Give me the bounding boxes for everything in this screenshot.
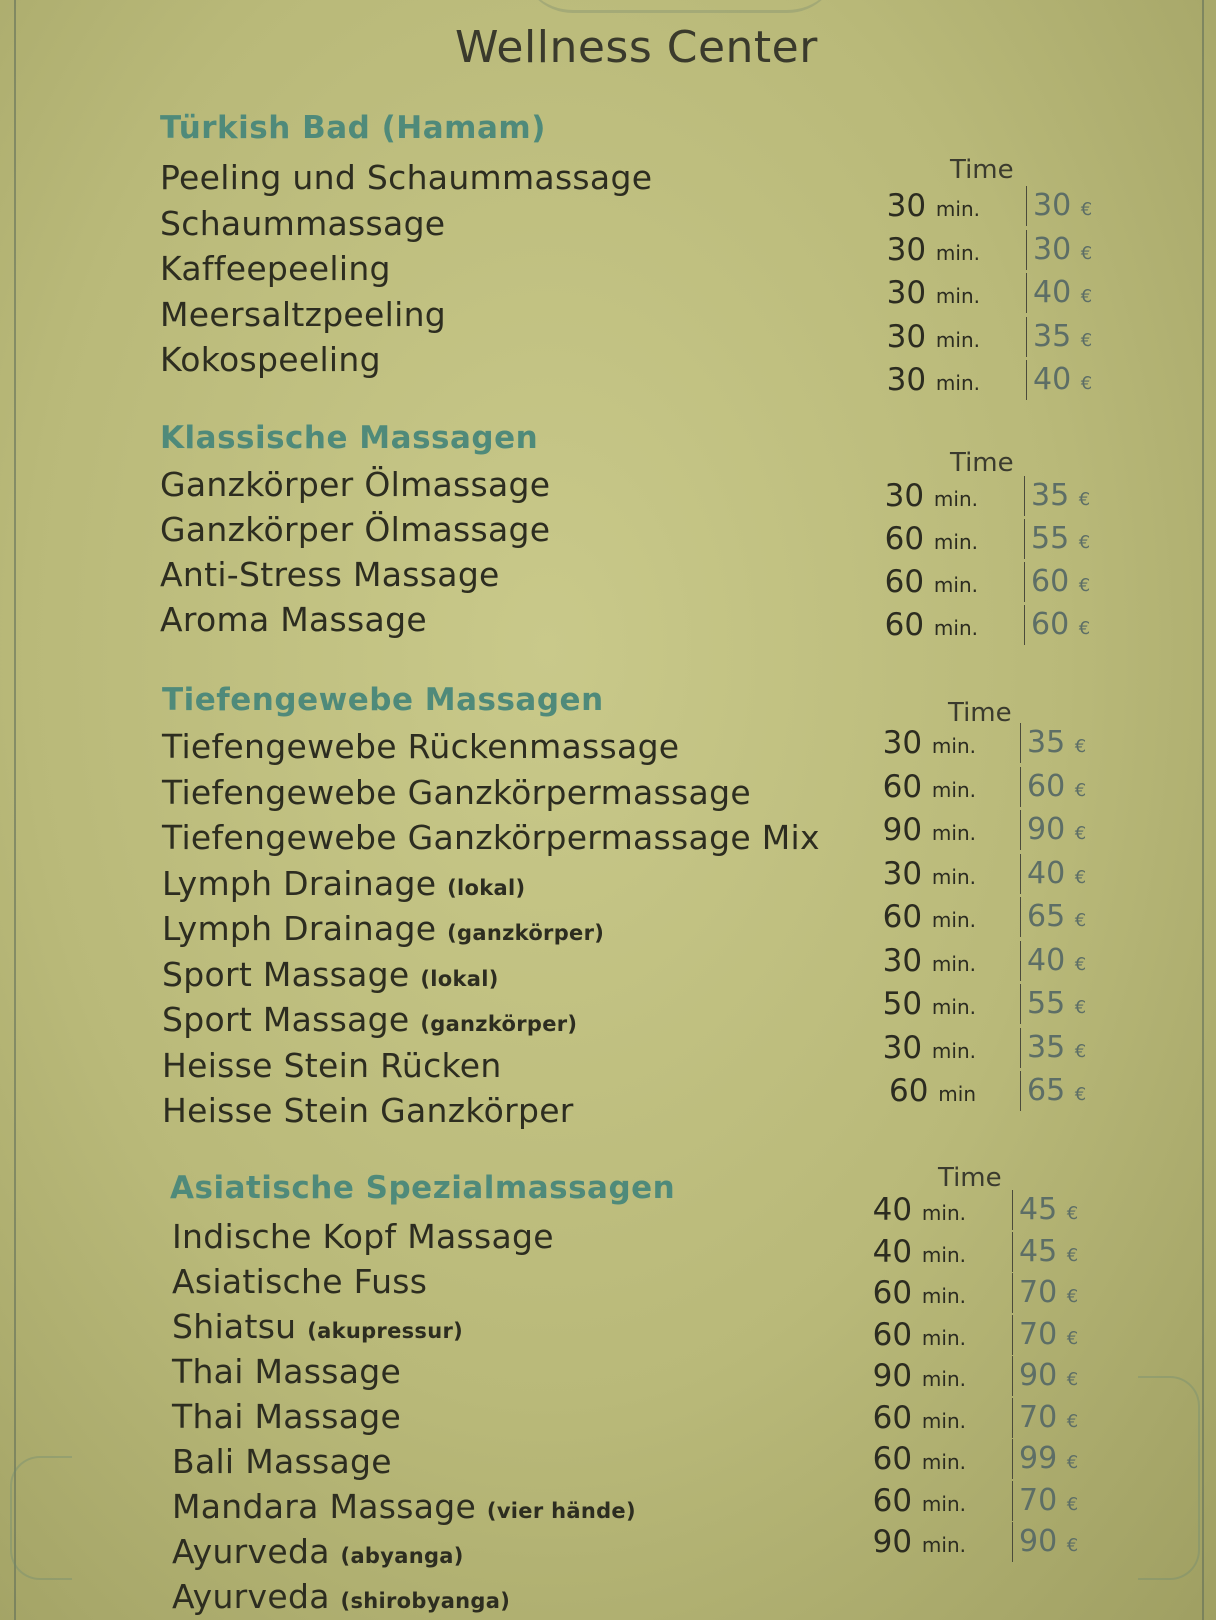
item-price xyxy=(1012,1398,1078,1438)
currency-symbol: € xyxy=(1074,866,1087,888)
item-label: Lymph Drainage xyxy=(162,909,437,948)
duration-value: 60 xyxy=(872,1275,913,1311)
item-note: (vier hände) xyxy=(486,1499,636,1523)
item-price xyxy=(1020,1071,1086,1111)
item-duration xyxy=(856,725,976,761)
duration-unit: min. xyxy=(921,1533,966,1557)
duration-value: 60 xyxy=(872,1399,913,1436)
duration-value: 60 xyxy=(888,1073,929,1109)
menu-item-name xyxy=(172,1262,427,1301)
menu-item-name xyxy=(162,1091,574,1130)
item-duration xyxy=(846,1483,966,1519)
duration-unit: min. xyxy=(921,1408,966,1433)
corner-ornament-right xyxy=(1138,1376,1200,1580)
menu-item-name xyxy=(172,1442,392,1481)
item-label: Meersaltzpeeling xyxy=(160,294,447,334)
item-label: Thai Massage xyxy=(172,1352,402,1391)
duration-value: 30 xyxy=(886,362,927,398)
item-duration xyxy=(846,1358,966,1394)
duration-unit: min. xyxy=(933,616,978,640)
duration-unit: min. xyxy=(931,908,976,932)
duration-unit: min. xyxy=(935,327,980,352)
menu-item-name xyxy=(162,818,820,857)
menu-item-name xyxy=(160,555,500,594)
duration-unit: min. xyxy=(921,1491,966,1516)
price-value: 55 xyxy=(1027,986,1066,1021)
currency-symbol: € xyxy=(1074,910,1087,931)
duration-unit: min. xyxy=(931,951,976,976)
price-value: 40 xyxy=(1027,855,1066,891)
menu-item-name xyxy=(160,204,445,243)
item-price xyxy=(1012,1315,1078,1355)
item-duration xyxy=(856,986,976,1022)
currency-symbol: € xyxy=(1080,242,1093,264)
currency-symbol: € xyxy=(1066,1535,1079,1556)
page-title: Wellness Center xyxy=(455,22,818,73)
item-note: (akupressur) xyxy=(307,1319,464,1343)
item-label: Ayurveda xyxy=(172,1532,330,1571)
item-label: Asiatische Fuss xyxy=(172,1262,428,1301)
item-duration xyxy=(856,899,976,935)
item-price xyxy=(1020,984,1086,1024)
duration-value: 60 xyxy=(872,1316,913,1353)
menu-item-name xyxy=(160,340,381,379)
duration-value: 30 xyxy=(886,275,927,311)
item-label: Ayurveda xyxy=(172,1577,330,1616)
duration-value: 90 xyxy=(882,812,923,848)
item-price xyxy=(1020,854,1086,894)
item-label: Thai Massage xyxy=(172,1397,402,1436)
time-column-label: Time xyxy=(938,1163,1002,1193)
duration-unit: min. xyxy=(933,530,978,554)
price-value: 35 xyxy=(1027,725,1066,760)
item-duration xyxy=(856,943,976,979)
price-value: 40 xyxy=(1033,362,1072,397)
duration-value: 30 xyxy=(884,478,925,514)
time-column-label: Time xyxy=(948,698,1012,728)
duration-value: 30 xyxy=(886,231,927,268)
menu-item-name xyxy=(162,773,751,812)
duration-unit: min. xyxy=(933,487,978,511)
price-value: 35 xyxy=(1027,1029,1066,1065)
item-duration xyxy=(846,1400,966,1436)
price-value: 60 xyxy=(1031,564,1070,599)
section-title: Türkish Bad (Hamam) xyxy=(160,110,546,146)
menu-item-name xyxy=(160,249,391,288)
item-duration xyxy=(860,232,980,268)
item-price xyxy=(1026,186,1092,226)
item-duration xyxy=(858,478,978,514)
currency-symbol: € xyxy=(1074,1040,1087,1062)
menu-item-name xyxy=(162,955,499,994)
item-price xyxy=(1020,897,1086,937)
price-value: 70 xyxy=(1019,1316,1058,1352)
currency-symbol: € xyxy=(1080,199,1093,220)
item-label: Anti-Stress Massage xyxy=(160,555,500,594)
duration-unit: min. xyxy=(935,197,980,221)
duration-unit: min. xyxy=(931,734,976,758)
menu-item-name xyxy=(162,1046,502,1085)
item-label: Mandara Massage xyxy=(172,1487,477,1526)
currency-symbol: € xyxy=(1066,1286,1079,1307)
item-duration xyxy=(860,275,980,311)
currency-symbol: € xyxy=(1074,736,1087,757)
currency-symbol: € xyxy=(1080,329,1093,351)
currency-symbol: € xyxy=(1074,1084,1087,1105)
duration-value: 60 xyxy=(882,899,923,935)
item-label: Tiefengewebe Ganzkörpermassage xyxy=(162,772,751,812)
item-price xyxy=(1012,1439,1078,1479)
item-price xyxy=(1024,562,1090,602)
item-duration xyxy=(858,607,978,643)
price-value: 90 xyxy=(1027,812,1066,847)
currency-symbol: € xyxy=(1080,286,1093,307)
price-value: 35 xyxy=(1031,478,1070,513)
item-duration xyxy=(856,856,976,892)
menu-item-name xyxy=(172,1487,636,1526)
price-value: 45 xyxy=(1019,1233,1058,1269)
menu-item-name xyxy=(160,600,427,639)
duration-unit: min. xyxy=(931,864,976,889)
duration-unit: min. xyxy=(921,1325,966,1350)
item-note: (ganzkörper) xyxy=(420,1012,578,1036)
section-title: Tiefengewebe Massagen xyxy=(162,682,604,718)
menu-item-name xyxy=(160,465,550,504)
item-price xyxy=(1012,1481,1078,1521)
item-label: Bali Massage xyxy=(172,1442,392,1481)
item-label: Peeling und Schaummassage xyxy=(160,158,653,197)
price-value: 70 xyxy=(1019,1482,1058,1518)
item-note: (abyanga) xyxy=(340,1544,464,1568)
item-price xyxy=(1026,273,1092,313)
menu-item-name xyxy=(162,1000,577,1039)
duration-unit: min. xyxy=(921,1201,966,1225)
duration-unit: min. xyxy=(921,1242,966,1267)
item-duration xyxy=(846,1192,966,1228)
duration-unit: min. xyxy=(935,240,980,265)
time-column-label: Time xyxy=(950,155,1014,185)
duration-value: 30 xyxy=(886,318,927,355)
duration-value: 90 xyxy=(872,1524,913,1560)
currency-symbol: € xyxy=(1066,1369,1079,1390)
duration-unit: min. xyxy=(921,1450,966,1474)
currency-symbol: € xyxy=(1066,1327,1079,1349)
duration-unit: min. xyxy=(933,573,978,597)
item-duration xyxy=(860,188,980,224)
item-label: Aroma Massage xyxy=(160,600,427,639)
item-price xyxy=(1024,605,1090,645)
duration-unit: min. xyxy=(921,1367,966,1391)
duration-value: 60 xyxy=(872,1482,913,1519)
price-value: 40 xyxy=(1027,942,1066,978)
price-value: 65 xyxy=(1027,1073,1066,1108)
item-price xyxy=(1012,1273,1078,1313)
duration-value: 30 xyxy=(882,725,923,761)
duration-unit: min xyxy=(938,1082,976,1106)
item-label: Lymph Drainage xyxy=(162,863,437,903)
price-value: 90 xyxy=(1019,1524,1058,1559)
duration-value: 40 xyxy=(872,1192,913,1228)
item-label: Sport Massage xyxy=(162,1000,410,1039)
duration-value: 50 xyxy=(882,986,923,1022)
duration-value: 60 xyxy=(884,607,925,643)
duration-unit: min. xyxy=(921,1284,966,1308)
price-value: 99 xyxy=(1019,1441,1058,1476)
price-value: 65 xyxy=(1027,899,1066,934)
duration-value: 60 xyxy=(884,564,925,600)
duration-unit: min. xyxy=(935,371,980,395)
duration-value: 90 xyxy=(872,1358,913,1394)
duration-unit: min. xyxy=(931,995,976,1019)
item-label: Heisse Stein Ganzkörper xyxy=(162,1091,574,1130)
item-price xyxy=(1012,1232,1078,1272)
duration-unit: min. xyxy=(935,284,980,308)
frame-border-right xyxy=(1202,0,1204,1620)
currency-symbol: € xyxy=(1066,1410,1079,1432)
item-note: (lokal) xyxy=(447,875,526,900)
currency-symbol: € xyxy=(1066,1452,1079,1473)
item-duration xyxy=(856,769,976,805)
item-duration xyxy=(846,1317,966,1353)
currency-symbol: € xyxy=(1078,618,1091,639)
currency-symbol: € xyxy=(1066,1493,1079,1515)
menu-item-name xyxy=(172,1217,554,1256)
price-value: 40 xyxy=(1033,275,1072,310)
item-label: Kokospeeling xyxy=(160,340,381,379)
item-duration xyxy=(846,1524,966,1560)
menu-item-name xyxy=(172,1532,464,1571)
item-duration xyxy=(858,521,978,557)
item-duration xyxy=(846,1275,966,1311)
menu-item-name xyxy=(172,1307,463,1346)
duration-value: 30 xyxy=(882,1029,923,1066)
item-duration xyxy=(846,1234,966,1270)
item-price xyxy=(1024,519,1090,559)
duration-value: 60 xyxy=(884,521,925,557)
item-label: Ganzkörper Ölmassage xyxy=(160,465,551,504)
item-price xyxy=(1026,317,1092,357)
section-title: Asiatische Spezialmassagen xyxy=(170,1170,676,1206)
item-price xyxy=(1012,1356,1078,1396)
duration-value: 60 xyxy=(872,1441,913,1477)
currency-symbol: € xyxy=(1078,532,1091,553)
currency-symbol: € xyxy=(1066,1244,1079,1266)
time-column-label: Time xyxy=(950,448,1014,478)
item-note: (ganzkörper) xyxy=(447,921,605,945)
item-duration xyxy=(856,1073,976,1109)
menu-item-name xyxy=(162,909,604,948)
item-label: Schaummassage xyxy=(160,203,446,243)
price-value: 35 xyxy=(1033,318,1072,354)
price-value: 70 xyxy=(1019,1275,1058,1310)
menu-item-name xyxy=(160,158,652,197)
item-price xyxy=(1020,810,1086,850)
item-price xyxy=(1024,476,1090,516)
item-price xyxy=(1020,1028,1086,1068)
item-label: Kaffeepeeling xyxy=(160,249,391,288)
item-label: Indische Kopf Massage xyxy=(172,1217,554,1256)
item-label: Tiefengewebe Ganzkörpermassage Mix xyxy=(162,818,820,857)
price-value: 55 xyxy=(1031,521,1070,556)
frame-border-left xyxy=(14,0,16,1620)
price-value: 45 xyxy=(1019,1192,1058,1227)
currency-symbol: € xyxy=(1066,1203,1079,1224)
item-price xyxy=(1020,723,1086,763)
duration-value: 40 xyxy=(872,1233,913,1270)
item-price xyxy=(1020,767,1086,807)
item-label: Ganzkörper Ölmassage xyxy=(160,510,551,549)
duration-unit: min. xyxy=(931,1038,976,1063)
price-value: 60 xyxy=(1031,607,1070,642)
price-value: 60 xyxy=(1027,768,1066,804)
menu-item-name xyxy=(160,295,446,334)
item-duration xyxy=(846,1441,966,1477)
item-duration xyxy=(860,319,980,355)
item-label: Heisse Stein Rücken xyxy=(162,1045,502,1085)
price-value: 70 xyxy=(1019,1399,1058,1435)
currency-symbol: € xyxy=(1074,779,1087,801)
item-note: (shirobyanga) xyxy=(340,1589,511,1613)
item-label: Shiatsu xyxy=(172,1307,297,1346)
duration-value: 30 xyxy=(882,855,923,892)
item-duration xyxy=(860,362,980,398)
currency-symbol: € xyxy=(1074,823,1087,844)
item-note: (lokal) xyxy=(420,966,499,991)
currency-symbol: € xyxy=(1078,575,1091,596)
duration-value: 60 xyxy=(882,768,923,805)
item-price xyxy=(1012,1190,1078,1230)
currency-symbol: € xyxy=(1080,373,1093,394)
item-price xyxy=(1012,1522,1078,1562)
duration-value: 30 xyxy=(886,188,927,224)
corner-ornament-left xyxy=(10,1456,72,1580)
item-price xyxy=(1026,360,1092,400)
menu-item-name xyxy=(172,1352,401,1391)
menu-item-name xyxy=(162,864,525,903)
duration-unit: min. xyxy=(931,821,976,845)
duration-unit: min. xyxy=(931,777,976,802)
menu-item-name xyxy=(172,1397,401,1436)
menu-item-name xyxy=(160,510,550,549)
menu-item-name xyxy=(172,1577,510,1616)
duration-value: 30 xyxy=(882,942,923,979)
price-value: 30 xyxy=(1033,188,1072,223)
logo-fragment xyxy=(520,0,840,13)
item-duration xyxy=(856,1030,976,1066)
price-value: 30 xyxy=(1033,231,1072,267)
currency-symbol: € xyxy=(1074,997,1087,1018)
currency-symbol: € xyxy=(1078,489,1091,510)
menu-item-name xyxy=(162,727,679,766)
price-value: 90 xyxy=(1019,1358,1058,1393)
item-label: Sport Massage xyxy=(162,954,410,994)
item-duration xyxy=(856,812,976,848)
item-duration xyxy=(858,564,978,600)
item-price xyxy=(1026,230,1092,270)
currency-symbol: € xyxy=(1074,953,1087,975)
section-title: Klassische Massagen xyxy=(160,420,539,456)
item-label: Tiefengewebe Rückenmassage xyxy=(162,727,680,766)
item-price xyxy=(1020,941,1086,981)
